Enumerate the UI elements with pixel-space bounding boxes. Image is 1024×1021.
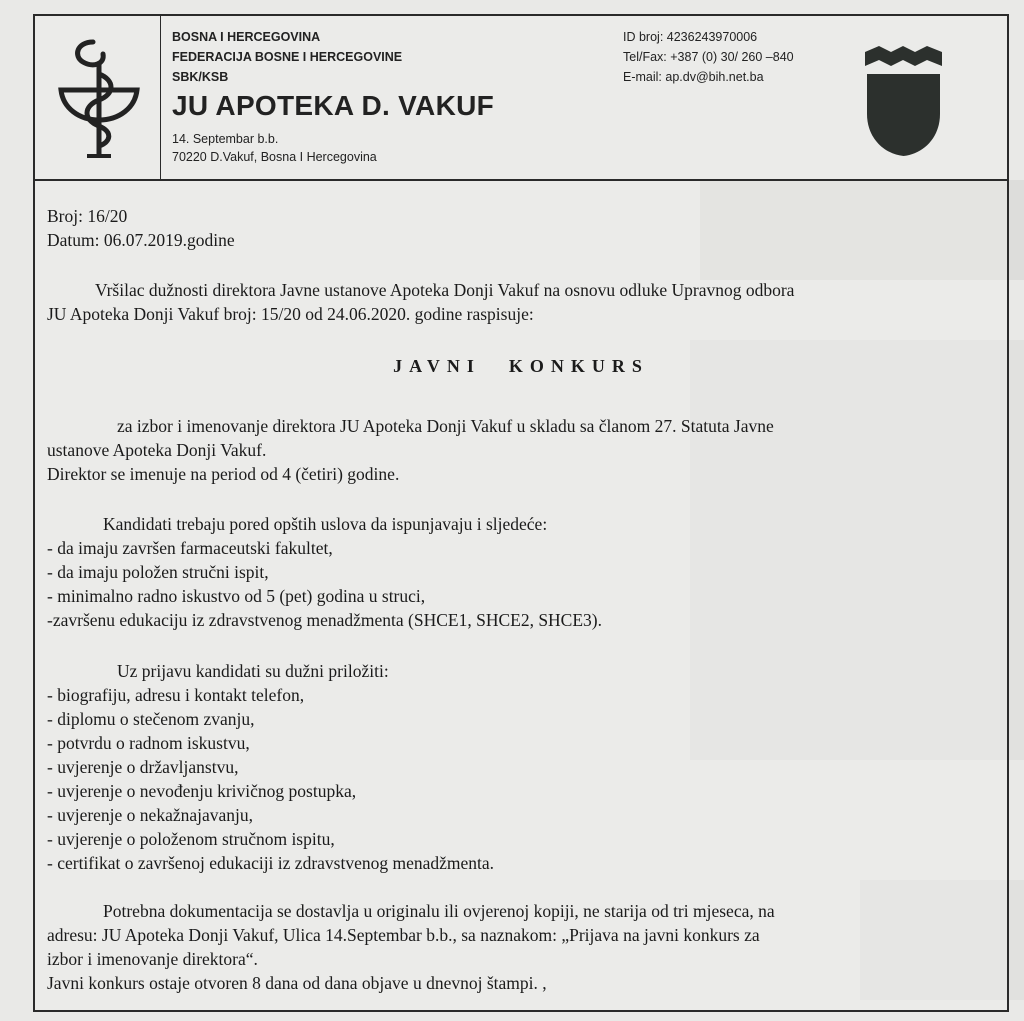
document-item: - biografiju, adresu i kontakt telefon, — [47, 685, 305, 705]
intro-line-1: Vršilac dužnosti direktora Javne ustanove Apoteka Donji Vakuf na osnovu odluke Upravnog odbora — [95, 280, 795, 300]
closing-line-2: adresu: JU Apoteka Donji Vakuf, Ulica 14.Septembar b.b., sa naznakom: „Prijava na javni konkurs za — [47, 925, 760, 945]
document-item: - uvjerenje o državljanstvu, — [47, 757, 239, 777]
shield-crest-icon — [861, 30, 946, 158]
document-item: - certifikat o završenoj edukaciji iz zdravstvenog menadžmenta. — [47, 853, 495, 873]
tel-fax: Tel/Fax: +387 (0) 30/ 260 –840 — [623, 50, 794, 64]
closing-line-3: izbor i imenovanje direktora“. — [47, 949, 258, 969]
document-date: Datum: 06.07.2019.godine — [47, 230, 235, 250]
condition-item: - da imaju položen stručni ispit, — [47, 562, 269, 582]
purpose-line-1: za izbor i imenovanje direktora JU Apoteka Donji Vakuf u skladu sa članom 27. Statuta Javne — [117, 416, 774, 436]
caduceus-icon — [53, 34, 145, 162]
document-number: Broj: 16/20 — [47, 206, 128, 226]
heading-word-2: KONKURS — [508, 356, 649, 376]
institution-title: JU APOTEKA D. VAKUF — [172, 90, 495, 121]
intro-line-2: JU Apoteka Donji Vakuf broj: 15/20 od 24.06.2020. godine raspisuje: — [47, 304, 534, 324]
heading-word-1: JAVNI — [393, 356, 481, 376]
conditions-intro: Kandidati trebaju pored opštih uslova da ispunjavaju i sljedeće: — [103, 514, 548, 534]
condition-item: -završenu edukaciju iz zdravstvenog menadžmenta (SHCE1, SHCE2, SHCE3). — [47, 610, 603, 630]
closing-line-4: Javni konkurs ostaje otvoren 8 dana od dana objave u dnevnoj štampi. , — [47, 973, 547, 993]
purpose-line-2: ustanove Apoteka Donji Vakuf. — [47, 440, 267, 460]
org-line-3: SBK/KSB — [172, 70, 229, 84]
address-line-2: 70220 D.Vakuf, Bosna I Hercegovina — [172, 150, 377, 164]
document-item: - uvjerenje o nekažnajavanju, — [47, 805, 254, 825]
org-line-2: FEDERACIJA BOSNE I HERCEGOVINE — [172, 50, 403, 64]
condition-item: - da imaju završen farmaceutski fakultet, — [47, 538, 333, 558]
org-line-1: BOSNA I HERCEGOVINA — [172, 30, 321, 44]
header-divider — [35, 179, 1007, 181]
document-item: - uvjerenje o položenom stručnom ispitu, — [47, 829, 335, 849]
document-item: - diplomu o stečenom zvanju, — [47, 709, 255, 729]
document-item: - uvjerenje o nevođenju krivičnog postupka, — [47, 781, 357, 801]
header-vertical-divider — [160, 16, 161, 179]
address-line-1: 14. Septembar b.b. — [172, 132, 279, 146]
id-number: ID broj: 4236243970006 — [623, 30, 758, 44]
email: E-mail: ap.dv@bih.net.ba — [623, 70, 764, 84]
condition-item: - minimalno radno iskustvo od 5 (pet) godina u struci, — [47, 586, 426, 606]
document-heading — [35, 356, 1007, 377]
documents-intro: Uz prijavu kandidati su dužni priložiti: — [117, 661, 389, 681]
document-item: - potvrdu o radnom iskustvu, — [47, 733, 250, 753]
closing-line-1: Potrebna dokumentacija se dostavlja u originalu ili ovjerenoj kopiji, ne starija od tri mjeseca, na — [103, 901, 775, 921]
document-frame — [33, 14, 1009, 1012]
purpose-line-3: Direktor se imenuje na period od 4 (četiri) godine. — [47, 464, 400, 484]
